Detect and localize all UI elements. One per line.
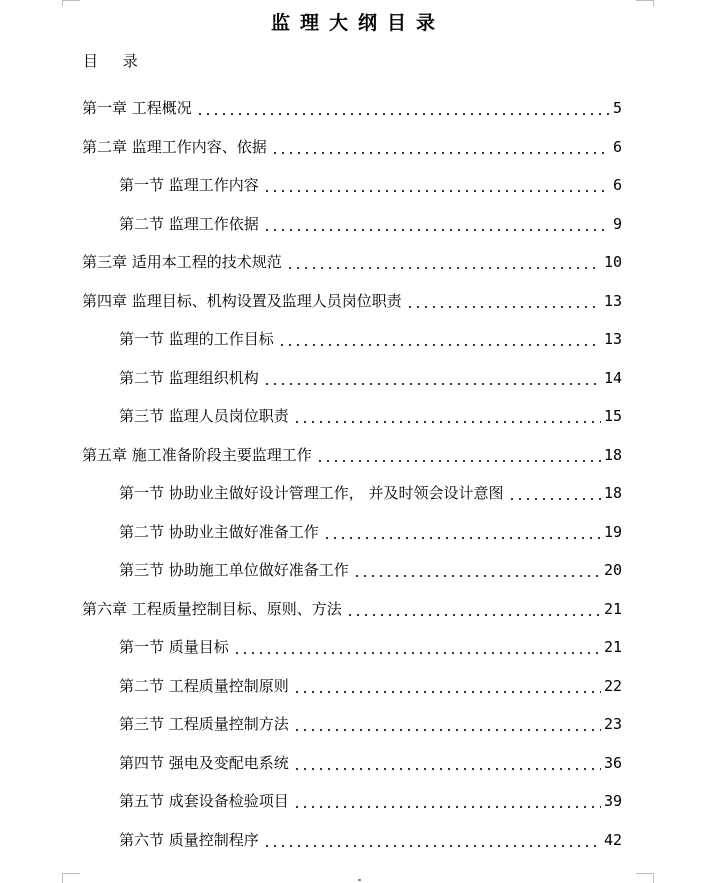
toc-section-entry[interactable] [0, 821, 622, 860]
toc-section-entry[interactable] [0, 166, 622, 205]
page-bottom-mark [358, 879, 361, 881]
toc-page-number: 42 [603, 830, 622, 849]
toc-dot-leader [293, 768, 601, 770]
table-of-contents [0, 89, 716, 859]
toc-chapter-entry[interactable] [0, 282, 622, 321]
toc-dot-leader [233, 652, 601, 654]
toc-section-entry[interactable] [0, 205, 622, 244]
toc-dot-leader [293, 691, 601, 693]
toc-page-number: 13 [603, 291, 622, 310]
toc-dot-leader [353, 575, 601, 577]
toc-page-number: 36 [603, 753, 622, 772]
toc-entry-label: 第三节 工程质量控制方法 [119, 715, 289, 734]
toc-page-number: 10 [603, 253, 622, 272]
toc-page-number: 18 [603, 445, 622, 464]
toc-section-entry[interactable] [0, 744, 622, 783]
toc-page-number: 18 [603, 484, 622, 503]
toc-entry-label: 第三节 协助施工单位做好准备工作 [119, 561, 349, 580]
toc-page-number: 9 [612, 214, 622, 233]
toc-page-number: 19 [603, 522, 622, 541]
toc-page-number: 23 [603, 715, 622, 734]
toc-heading: 目 录 [83, 52, 148, 70]
toc-page-number: 13 [603, 330, 622, 349]
toc-dot-leader [293, 806, 601, 808]
toc-entry-label: 第一节 质量目标 [119, 638, 229, 657]
toc-entry-label: 第六节 质量控制程序 [119, 830, 259, 849]
toc-dot-leader [293, 421, 601, 423]
toc-dot-leader [406, 306, 601, 308]
toc-page-number: 14 [603, 368, 622, 387]
toc-section-entry[interactable] [0, 513, 622, 552]
toc-section-entry[interactable] [0, 474, 622, 513]
toc-entry-label: 第五节 成套设备检验项目 [119, 792, 289, 811]
toc-entry-label: 第一节 协助业主做好设计管理工作， 并及时领会设计意图 [119, 484, 504, 503]
toc-entry-label: 第三节 监理人员岗位职责 [119, 407, 289, 426]
toc-page-number: 20 [603, 561, 622, 580]
toc-dot-leader [293, 729, 601, 731]
toc-section-entry[interactable] [0, 667, 622, 706]
toc-dot-leader [271, 152, 610, 154]
toc-entry-label: 第一节 监理的工作目标 [119, 330, 274, 349]
toc-section-entry[interactable] [0, 397, 622, 436]
toc-dot-leader [278, 344, 601, 346]
toc-dot-leader [263, 190, 610, 192]
toc-dot-leader [323, 537, 601, 539]
crop-mark-top-left [62, 0, 80, 1]
toc-page-number: 6 [612, 176, 622, 195]
toc-entry-label: 第五章 施工准备阶段主要监理工作 [82, 445, 312, 464]
toc-section-entry[interactable] [0, 320, 622, 359]
toc-dot-leader [263, 383, 601, 385]
toc-entry-label: 第二节 监理工作依据 [119, 214, 259, 233]
crop-mark-top-right [653, 0, 654, 6]
crop-mark-bottom-left [62, 873, 63, 883]
toc-page-number: 39 [603, 792, 622, 811]
toc-entry-label: 第二节 协助业主做好准备工作 [119, 522, 319, 541]
toc-dot-leader [286, 267, 601, 269]
toc-chapter-entry[interactable] [0, 436, 622, 475]
crop-mark-bottom-left [62, 873, 80, 874]
toc-chapter-entry[interactable] [0, 590, 622, 629]
toc-dot-leader [508, 498, 601, 500]
toc-dot-leader [196, 113, 610, 115]
toc-page-number: 21 [603, 638, 622, 657]
toc-entry-label: 第三章 适用本工程的技术规范 [82, 253, 282, 272]
crop-mark-bottom-right [636, 873, 654, 874]
toc-entry-label: 第一章 工程概况 [82, 99, 192, 118]
page-title: 监理大纲目录 [270, 12, 445, 34]
toc-section-entry[interactable] [0, 359, 622, 398]
crop-mark-top-right [636, 0, 654, 1]
toc-entry-label: 第四节 强电及变配电系统 [119, 753, 289, 772]
toc-entry-label: 第二节 监理组织机构 [119, 368, 259, 387]
toc-page-number: 21 [603, 599, 622, 618]
toc-entry-label: 第四章 监理目标、机构设置及监理人员岗位职责 [82, 291, 402, 310]
toc-entry-label: 第二节 工程质量控制原则 [119, 676, 289, 695]
toc-section-entry[interactable] [0, 628, 622, 667]
toc-dot-leader [346, 614, 601, 616]
toc-dot-leader [263, 229, 610, 231]
toc-page-number: 15 [603, 407, 622, 426]
toc-chapter-entry[interactable] [0, 243, 622, 282]
toc-page-number: 22 [603, 676, 622, 695]
toc-section-entry[interactable] [0, 551, 622, 590]
toc-entry-label: 第一节 监理工作内容 [119, 176, 259, 195]
toc-chapter-entry[interactable] [0, 89, 622, 128]
toc-section-entry[interactable] [0, 705, 622, 744]
toc-section-entry[interactable] [0, 782, 622, 821]
toc-dot-leader [316, 460, 601, 462]
toc-page-number: 6 [612, 137, 622, 156]
toc-entry-label: 第六章 工程质量控制目标、原则、方法 [82, 599, 342, 618]
crop-mark-bottom-right [653, 873, 654, 883]
toc-chapter-entry[interactable] [0, 128, 622, 167]
crop-mark-top-left [62, 0, 63, 6]
toc-entry-label: 第二章 监理工作内容、依据 [82, 137, 267, 156]
toc-page-number: 5 [612, 99, 622, 118]
toc-dot-leader [263, 845, 601, 847]
